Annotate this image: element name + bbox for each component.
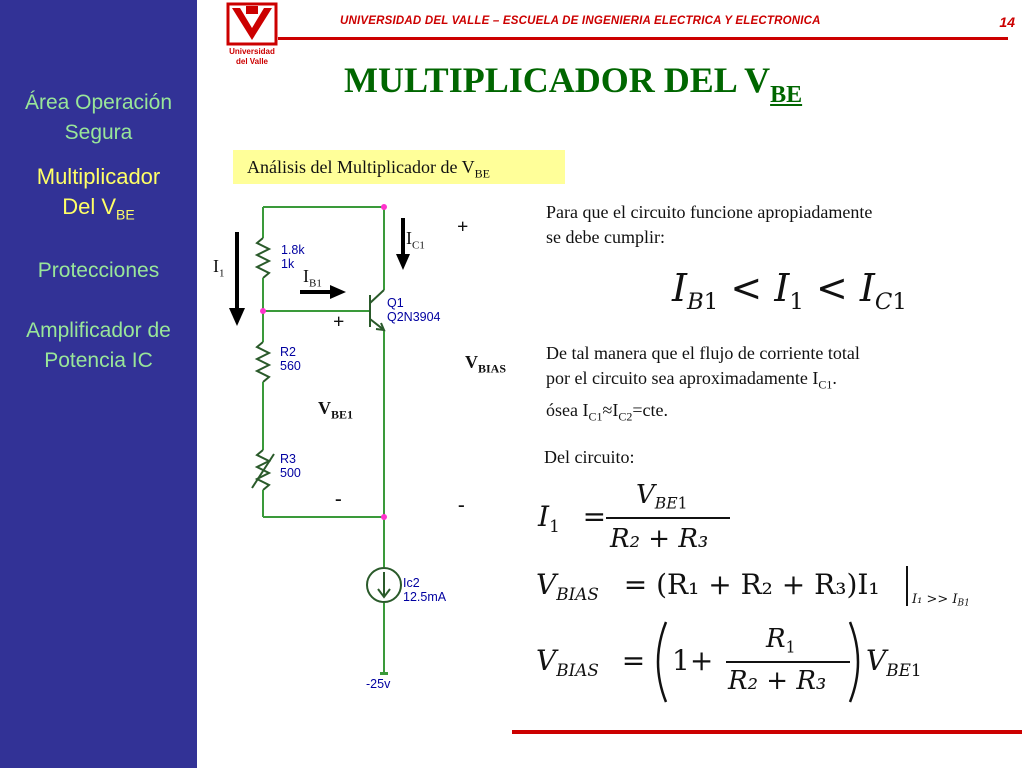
svg-text:Universidad: Universidad — [229, 47, 275, 56]
eq3-fraction-bar — [726, 661, 850, 663]
eq2-condition: $I_1 >> I_{B1}$ — [912, 592, 970, 609]
ib1-label: $I_{B1}$ — [303, 266, 322, 290]
ic1-label: $I_{C1}$ — [406, 228, 425, 252]
header-divider — [278, 37, 1008, 40]
nav-item-amplificador-potencia[interactable] — [0, 316, 197, 376]
inequality-equation: $I_{B1} < I_1 < I_{C1}$ — [672, 266, 907, 315]
intro-text: Para que el circuito funcione apropiadamente se debe cumplir: — [546, 202, 873, 247]
i1-label: $I_1$ — [213, 256, 225, 280]
nav-item-label: Área Operación — [24, 91, 173, 114]
eq3-denominator: R₂ + R₃ — [728, 666, 827, 696]
vbe1-plus-sign: + — [333, 311, 345, 333]
nav-item-label: Amplificador de — [26, 319, 171, 342]
flow-text: De tal manera que el flujo de corriente total por el circuito sea aproximadamente $I_{C1}$. ósea $I_{C1}\approx I_{C2}=cte$. — [546, 343, 860, 424]
ic2-label: Ic2 12.5mA — [403, 576, 447, 604]
vbias-minus-sign: - — [458, 494, 465, 516]
vbe1-label: $V_{BE1}$ — [318, 398, 354, 422]
eq3-lhs: $V_{BIAS}$ = — [536, 644, 646, 680]
eq3-tail: $V_{BE1}$ — [866, 644, 922, 680]
nav-item-area-operacion-segura[interactable] — [0, 88, 197, 148]
eq1-numerator: $V_{BE1}$ — [636, 480, 688, 513]
nav-item-label: Del $V_{BE}$ — [62, 194, 135, 223]
eq1-denominator: R₂ + R₃ — [610, 524, 709, 554]
supply-label: -25v — [366, 677, 391, 691]
r1-label: 1.8k 1k — [281, 243, 305, 271]
eq1-lhs: $I_1$ = — [538, 500, 607, 536]
footer-divider — [512, 730, 1022, 734]
circuit-schematic — [200, 190, 530, 700]
nav-item-label: Protecciones — [37, 259, 160, 282]
r3-label: R3 500 — [280, 452, 301, 480]
nav-item-label: Segura — [64, 121, 133, 144]
analysis-title: Análisis del Multiplicador de $V_{BE}$ — [247, 157, 490, 181]
eq2-evaluation-bar — [906, 566, 908, 606]
r2-label: R2 560 — [280, 345, 301, 373]
nav-item-label: Potencia IC — [44, 349, 153, 372]
nav-item-protecciones[interactable] — [0, 256, 197, 286]
nav-item-label: Multiplicador — [36, 164, 161, 189]
vbe1-minus-sign: - — [335, 488, 342, 510]
q1-label: Q1 Q2N3904 — [387, 296, 441, 324]
eq3-numerator: $R_1$ — [766, 624, 796, 657]
university-header: UNIVERSIDAD DEL VALLE – ESCUELA DE INGENIERIA ELECTRICA Y ELECTRONICA — [340, 15, 821, 27]
page-number: 14 — [999, 14, 1015, 30]
sidebar — [0, 0, 197, 768]
eq3-one-plus: 1+ — [672, 644, 714, 677]
vbias-label: $V_{BIAS}$ — [465, 352, 507, 376]
nav-item-multiplicador[interactable] — [0, 162, 197, 229]
vbias-plus-sign: + — [457, 216, 469, 238]
eq1-fraction-bar — [606, 517, 730, 519]
university-logo — [226, 2, 278, 70]
eq2: $V_{BIAS} = (R_1 + R_2 + R_3)I_1$ — [536, 568, 880, 604]
del-circuito-text: Del circuito: — [544, 447, 635, 467]
svg-text:del Valle: del Valle — [235, 57, 269, 66]
slide-title: MULTIPLICADOR DEL $V_{BE}$ — [344, 60, 803, 108]
